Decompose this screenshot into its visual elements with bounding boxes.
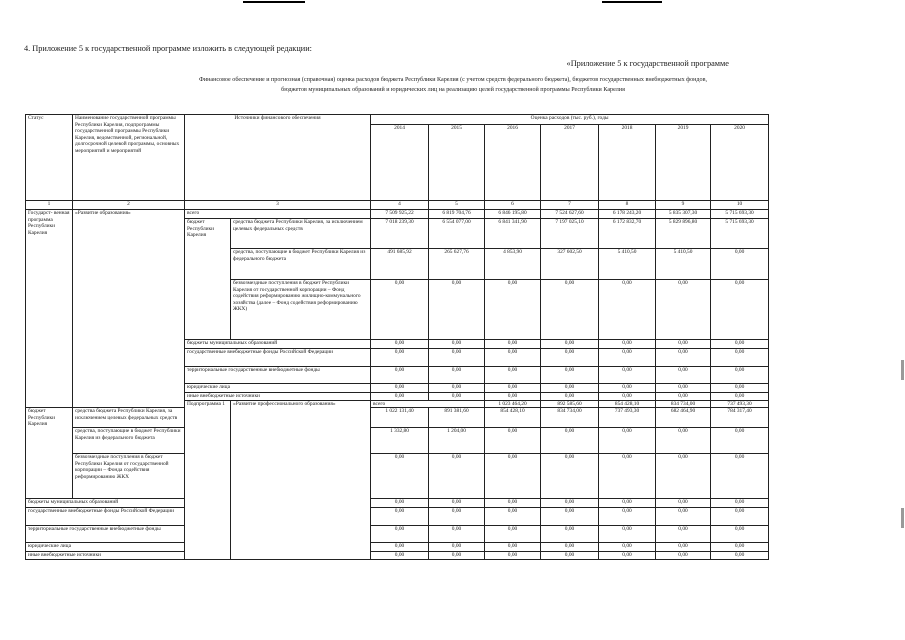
value-cell: 0,00 bbox=[429, 393, 485, 401]
value-cell: 0,00 bbox=[485, 340, 541, 349]
value-cell: 0,00 bbox=[711, 393, 769, 401]
source-item: иные внебюджетные источники bbox=[185, 393, 371, 401]
value-cell: 0,00 bbox=[485, 393, 541, 401]
value-cell: 0,00 bbox=[599, 384, 656, 393]
source-item: бюджеты муниципальных образований bbox=[26, 499, 185, 508]
value-cell: 0,00 bbox=[485, 349, 541, 367]
value-cell: 0,00 bbox=[599, 393, 656, 401]
value-cell: 0,00 bbox=[371, 499, 429, 508]
value-cell: 0,00 bbox=[711, 454, 769, 499]
value-cell: 0,00 bbox=[599, 367, 656, 384]
table-row bbox=[26, 428, 769, 454]
value-cell: 0,00 bbox=[656, 454, 711, 499]
value-cell: 0,00 bbox=[429, 367, 485, 384]
value-cell: 0,00 bbox=[429, 340, 485, 349]
value-cell: 0,00 bbox=[429, 552, 485, 560]
value-cell: 0,00 bbox=[656, 384, 711, 393]
value-cell: 0,00 bbox=[599, 508, 656, 526]
source-subitem: безвозмездные поступления в бюджет Республики Карелия от государственной корпорации – Фонда содействия реформированию ЖКХ bbox=[73, 454, 185, 499]
column-number: 4 bbox=[371, 201, 429, 210]
value-cell: 6 172 832,70 bbox=[599, 219, 656, 249]
value-cell: 0,00 bbox=[371, 552, 429, 560]
source-item: иные внебюджетные источники bbox=[26, 552, 185, 560]
value-cell: 0,00 bbox=[711, 552, 769, 560]
value-cell: 0,00 bbox=[656, 393, 711, 401]
header-status: Статус bbox=[26, 115, 73, 201]
value-cell: 0,00 bbox=[711, 499, 769, 508]
table-row bbox=[26, 408, 769, 428]
value-cell: 0,00 bbox=[656, 280, 711, 340]
value-cell: 0,00 bbox=[656, 499, 711, 508]
source-subitem: средства, поступающие в бюджет Республики Карелия из федерального бюджета bbox=[231, 249, 371, 280]
value-cell: 854 428,10 bbox=[485, 408, 541, 428]
value-cell: 0,00 bbox=[429, 499, 485, 508]
program-name-cell: «Развитие образования» bbox=[73, 210, 185, 408]
value-cell: 491 685,92 bbox=[371, 249, 429, 280]
value-cell: 0,00 bbox=[656, 428, 711, 454]
value-cell: 0,00 bbox=[541, 428, 599, 454]
value-cell: 0,00 bbox=[541, 543, 599, 552]
value-cell: 5 715 693,30 bbox=[711, 219, 769, 249]
value-cell: 0,00 bbox=[541, 393, 599, 401]
table-row bbox=[26, 201, 769, 210]
value-cell: 0,00 bbox=[711, 384, 769, 393]
source-total: всего bbox=[185, 210, 371, 219]
source-item: государственные внебюджетные фонды Российской Федерации bbox=[185, 349, 371, 367]
value-cell: 4 853,90 bbox=[485, 249, 541, 280]
value-cell: 0,00 bbox=[711, 526, 769, 543]
value-cell: 0,00 bbox=[371, 280, 429, 340]
value-cell: 1 332,80 bbox=[371, 428, 429, 454]
value-cell: 0,00 bbox=[371, 349, 429, 367]
value-cell: 0,00 bbox=[429, 508, 485, 526]
value-cell: 5 410,50 bbox=[656, 249, 711, 280]
source-item: территориальные государственные внебюджетные фонды bbox=[185, 367, 371, 384]
value-cell: 0,00 bbox=[599, 499, 656, 508]
value-cell: 0,00 bbox=[541, 367, 599, 384]
value-cell: 0,00 bbox=[485, 454, 541, 499]
value-cell: 0,00 bbox=[599, 526, 656, 543]
scan-side-mark bbox=[901, 360, 904, 380]
value-cell: 0,00 bbox=[485, 428, 541, 454]
value-cell: 0,00 bbox=[711, 367, 769, 384]
column-number: 1 bbox=[26, 201, 73, 210]
value-cell: 0,00 bbox=[371, 508, 429, 526]
value-cell: 0,00 bbox=[656, 508, 711, 526]
value-cell: 0,00 bbox=[656, 543, 711, 552]
source-item: территориальные государственные внебюджетные фонды bbox=[26, 526, 185, 543]
value-cell: 5 715 693,30 bbox=[711, 210, 769, 219]
value-cell: 892 585,60 bbox=[541, 400, 599, 408]
column-number: 9 bbox=[656, 201, 711, 210]
value-cell: 0,00 bbox=[371, 393, 429, 401]
header-year: 2015 bbox=[429, 125, 485, 201]
table-row bbox=[26, 499, 769, 508]
scan-top-mark-left bbox=[243, 1, 305, 3]
value-cell: 0,00 bbox=[485, 384, 541, 393]
value-cell: 0,00 bbox=[711, 543, 769, 552]
value-cell: 0,00 bbox=[371, 340, 429, 349]
source-item: бюджеты муниципальных образований bbox=[185, 340, 371, 349]
value-cell: 0,00 bbox=[371, 367, 429, 384]
value-cell: 7 524 627,60 bbox=[541, 210, 599, 219]
source-subitem: средства, поступающие в бюджет Республики Карелия из федерального бюджета bbox=[73, 428, 185, 454]
value-cell: 0,00 bbox=[541, 349, 599, 367]
value-cell: 0,00 bbox=[711, 280, 769, 340]
value-cell: 0,00 bbox=[541, 280, 599, 340]
table-row bbox=[26, 543, 769, 552]
value-cell: 0,00 bbox=[485, 552, 541, 560]
value-cell: 0,00 bbox=[485, 543, 541, 552]
value-cell: 1 204,00 bbox=[429, 428, 485, 454]
value-cell: 0,00 bbox=[599, 454, 656, 499]
value-cell: 5 829 896,80 bbox=[656, 219, 711, 249]
column-number: 6 bbox=[485, 201, 541, 210]
column-number: 7 bbox=[541, 201, 599, 210]
status-cell: Государст- венная программа Республики Карелия bbox=[26, 210, 73, 408]
value-cell: 854 428,10 bbox=[599, 400, 656, 408]
value-cell: 0,00 bbox=[656, 349, 711, 367]
header-source: Источники финансового обеспечения bbox=[185, 115, 371, 201]
value-cell: 891 381,60 bbox=[429, 408, 485, 428]
value-cell: 0,00 bbox=[541, 552, 599, 560]
table-row bbox=[26, 526, 769, 543]
program-name-cell: «Развитие профессионального образования» bbox=[231, 400, 371, 560]
value-cell: 6 841 341,90 bbox=[485, 219, 541, 249]
column-number: 5 bbox=[429, 201, 485, 210]
appendix-title: «Приложение 5 к государственной программе bbox=[566, 59, 729, 68]
table-row bbox=[26, 552, 769, 560]
header-year: 2020 bbox=[711, 125, 769, 201]
value-cell: 0,00 bbox=[599, 349, 656, 367]
column-number: 8 bbox=[599, 201, 656, 210]
header-year: 2019 bbox=[656, 125, 711, 201]
value-cell: 0,00 bbox=[656, 340, 711, 349]
value-cell: 0,00 bbox=[656, 367, 711, 384]
value-cell: 0,00 bbox=[711, 428, 769, 454]
value-cell: 1 022 131,40 bbox=[371, 408, 429, 428]
header-year: 2016 bbox=[485, 125, 541, 201]
value-cell: 0,00 bbox=[656, 552, 711, 560]
table-heading-line-1: Финансовое обеспечение и прогнозная (справочная) оценка расходов бюджета Республики Карелия (с учетом средств федерального бюджета), бюджетов государственных внебюджетных фондов, bbox=[199, 77, 707, 83]
value-cell: 0,00 bbox=[371, 384, 429, 393]
table-heading-line-2: бюджетов муниципальных образований и юридических лиц на реализацию целей государственной программы Республики Карелия bbox=[281, 87, 625, 93]
value-cell: 0,00 bbox=[711, 249, 769, 280]
value-cell: 737 493,30 bbox=[599, 408, 656, 428]
value-cell: 327 602,50 bbox=[541, 249, 599, 280]
value-cell: 0,00 bbox=[711, 508, 769, 526]
source-subitem: средства бюджета Республики Карелия, за исключением целевых федеральных средств bbox=[73, 408, 185, 428]
budget-cell: бюджет Республики Карелия bbox=[185, 219, 231, 340]
value-cell: 737 493,30 bbox=[711, 400, 769, 408]
value-cell: 6 554 077,00 bbox=[429, 219, 485, 249]
value-cell: 0,00 bbox=[429, 454, 485, 499]
table-row bbox=[26, 210, 769, 219]
value-cell: 5 835 307,30 bbox=[656, 210, 711, 219]
value-cell: 0,00 bbox=[485, 526, 541, 543]
value-cell: 6 819 704,76 bbox=[429, 210, 485, 219]
value-cell: 0,00 bbox=[599, 543, 656, 552]
value-cell: 0,00 bbox=[541, 526, 599, 543]
source-subitem: средства бюджета Республики Карелия, за исключением целевых федеральных средств bbox=[231, 219, 371, 249]
value-cell: 7 509 925,22 bbox=[371, 210, 429, 219]
header-year: 2014 bbox=[371, 125, 429, 201]
header-year: 2017 bbox=[541, 125, 599, 201]
value-cell: 0,00 bbox=[656, 526, 711, 543]
value-cell: 0,00 bbox=[485, 367, 541, 384]
value-cell: 0,00 bbox=[429, 526, 485, 543]
value-cell: 7 018 239,30 bbox=[371, 219, 429, 249]
value-cell: 5 410,50 bbox=[599, 249, 656, 280]
value-cell: 1 023 464,20 bbox=[485, 400, 541, 408]
column-number: 2 bbox=[73, 201, 185, 210]
scan-side-mark bbox=[901, 508, 904, 528]
budget-cell: бюджет Республики Карелия bbox=[26, 408, 73, 499]
amendment-intro: 4. Приложение 5 к государственной программе изложить в следующей редакции: bbox=[24, 44, 312, 53]
value-cell: 0,00 bbox=[429, 384, 485, 393]
value-cell: 0,00 bbox=[541, 499, 599, 508]
value-cell: 0,00 bbox=[485, 499, 541, 508]
value-cell: 6 178 243,20 bbox=[599, 210, 656, 219]
value-cell: 0,00 bbox=[371, 454, 429, 499]
value-cell: 6 846 195,80 bbox=[485, 210, 541, 219]
value-cell: 0,00 bbox=[599, 340, 656, 349]
value-cell: 0,00 bbox=[599, 428, 656, 454]
value-cell: 0,00 bbox=[541, 340, 599, 349]
source-total: всего bbox=[371, 400, 485, 408]
value-cell: 0,00 bbox=[541, 384, 599, 393]
header-name: Наименование государственной программы Республики Карелия, подпрограммы государственной программы Республики Карелия, ведомственной, региональной, долгосрочной целевой программы, основных мероприятий и мероприятий bbox=[73, 115, 185, 201]
value-cell: 0,00 bbox=[711, 349, 769, 367]
value-cell: 0,00 bbox=[541, 454, 599, 499]
table-row bbox=[26, 115, 769, 125]
value-cell: 0,00 bbox=[429, 280, 485, 340]
value-cell: 0,00 bbox=[485, 280, 541, 340]
value-cell: 0,00 bbox=[371, 543, 429, 552]
column-number: 10 bbox=[711, 201, 769, 210]
value-cell: 834 734,00 bbox=[541, 408, 599, 428]
table-heading bbox=[28, 75, 878, 95]
value-cell: 682 464,90 bbox=[656, 408, 711, 428]
header-year: 2018 bbox=[599, 125, 656, 201]
source-item: юридические лица bbox=[185, 384, 371, 393]
value-cell: 0,00 bbox=[541, 508, 599, 526]
source-item: юридические лица bbox=[26, 543, 185, 552]
scan-top-mark-right bbox=[602, 1, 662, 3]
table-row bbox=[26, 454, 769, 499]
value-cell: 0,00 bbox=[711, 340, 769, 349]
header-estimate: Оценка расходов (тыс. руб.), годы bbox=[371, 115, 769, 125]
value-cell: 834 734,00 bbox=[656, 400, 711, 408]
table-row bbox=[26, 508, 769, 526]
source-item: государственные внебюджетные фонды Российской Федерации bbox=[26, 508, 185, 526]
source-subitem: безвозмездные поступления в бюджет Республики Карелия от государственной корпорации – Фонд содействия реформированию жилищно-коммунального хозяйства (далее – Фонд содействия реформированию ЖКХ) bbox=[231, 280, 371, 340]
status-cell: Подпрограмма 1 bbox=[185, 400, 231, 560]
value-cell: 7 197 025,10 bbox=[541, 219, 599, 249]
value-cell: 0,00 bbox=[599, 552, 656, 560]
funding-table bbox=[25, 114, 769, 560]
value-cell: 0,00 bbox=[599, 280, 656, 340]
value-cell: 265 627,76 bbox=[429, 249, 485, 280]
value-cell: 0,00 bbox=[429, 543, 485, 552]
column-number: 3 bbox=[185, 201, 371, 210]
value-cell: 0,00 bbox=[429, 349, 485, 367]
value-cell: 0,00 bbox=[485, 508, 541, 526]
value-cell: 0,00 bbox=[371, 526, 429, 543]
value-cell: 784 317,40 bbox=[711, 408, 769, 428]
